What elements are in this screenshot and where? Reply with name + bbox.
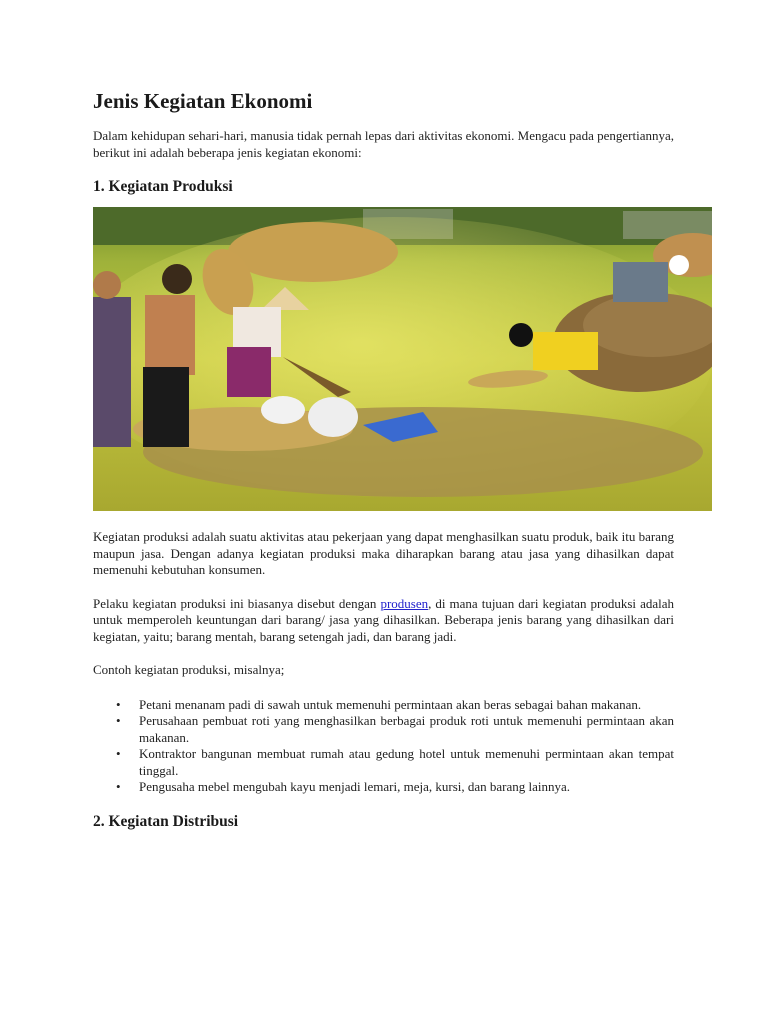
list-item bbox=[93, 779, 674, 796]
bullet-icon: • bbox=[116, 746, 121, 761]
list-item bbox=[93, 697, 674, 714]
list-item-text: Pengusaha mebel mengubah kayu menjadi lemari, meja, kursi, dan barang lainnya. bbox=[139, 779, 571, 794]
list-item bbox=[93, 746, 674, 779]
bullet-icon: • bbox=[116, 696, 121, 712]
produksi-paragraph-2-text-b: , di mana tujuan dari kegiatan produksi adalah untuk memperoleh keuntungan dari barang/ jasa yang dihasilkan. Beberapa jenis barang yang dihasilkan dari kegiatan, yaitu; barang mentah, barang setengah jadi, dan barang jadi. bbox=[93, 595, 674, 644]
examples-intro: Contoh kegiatan produksi, misalnya; bbox=[93, 662, 285, 677]
produsen-link[interactable]: produsen bbox=[380, 595, 429, 611]
list-item-text: Petani menanam padi di sawah untuk memenuhi permintaan akan beras sebagai bahan makanan. bbox=[139, 696, 642, 712]
list-item-text: Perusahaan pembuat roti yang menghasilkan berbagai produk roti untuk memenuhi permintaan akan makanan. bbox=[139, 713, 674, 745]
document-body bbox=[93, 86, 674, 832]
list-item bbox=[93, 713, 674, 746]
examples-list bbox=[93, 697, 674, 796]
list-item-text: Kontraktor bangunan membuat rumah atau gedung hotel untuk memenuhi permintaan akan tempat tinggal. bbox=[139, 746, 674, 778]
section-heading-distribusi: 2. Kegiatan Distribusi bbox=[93, 812, 239, 830]
produksi-paragraph-2 bbox=[93, 596, 674, 646]
produksi-paragraph-1: Kegiatan produksi adalah suatu aktivitas atau pekerjaan yang dapat menghasilkan suatu produk, baik itu barang maupun jasa. Dengan adanya kegiatan produksi maka diharapkan barang atau jasa yang dihasilkan dapat memenuhi kebutuhan konsumen. bbox=[93, 529, 674, 577]
bullet-icon: • bbox=[116, 779, 121, 794]
produksi-paragraph-2-text-a: Pelaku kegiatan produksi ini biasanya disebut dengan bbox=[93, 595, 381, 611]
rice-harvest-photo bbox=[93, 207, 712, 511]
bullet-icon: • bbox=[116, 713, 121, 728]
document-title: Jenis Kegiatan Ekonomi bbox=[93, 89, 313, 113]
intro-paragraph: Dalam kehidupan sehari-hari, manusia tidak pernah lepas dari aktivitas ekonomi. Mengacu pada pengertiannya, berikut ini adalah beberapa jenis kegiatan ekonomi: bbox=[93, 128, 674, 160]
section-heading-produksi: 1. Kegiatan Produksi bbox=[93, 178, 233, 195]
